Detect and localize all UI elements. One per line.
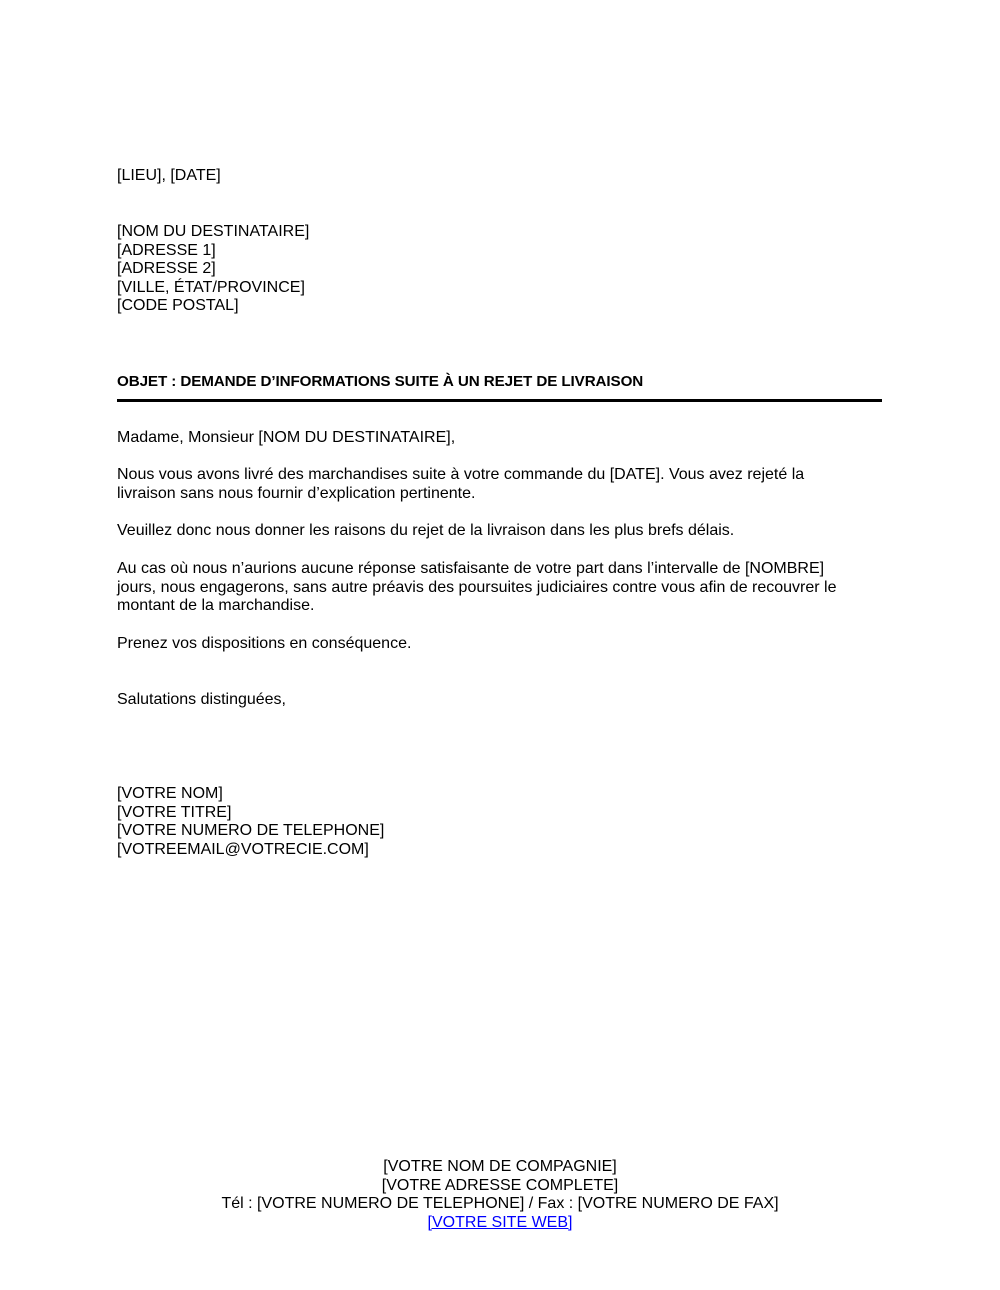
place-date: [LIEU], [DATE] — [117, 167, 221, 184]
paragraph-text: Au cas où nous n’aurions aucune réponse satisfaisante de votre part dans l’intervalle de [NOMBRE] jours, nous engagerons, sans autre préavis des poursuites judiciaires contre vous afin de recouvrer le montant de la marchandise. — [117, 560, 837, 615]
body-paragraph-4 — [117, 635, 887, 654]
closing-block — [117, 691, 887, 710]
footer-address: [VOTRE ADRESSE COMPLETE] — [381, 1176, 619, 1194]
recipient-postal-code: [CODE POSTAL] — [117, 297, 239, 315]
closing: Salutations distinguées, — [117, 691, 286, 708]
footer-company-name: [VOTRE NOM DE COMPAGNIE] — [383, 1158, 617, 1175]
subject-heading — [117, 373, 887, 392]
subject-divider — [117, 399, 882, 402]
signature-email: [VOTREEMAIL@VOTRECIE.COM] — [117, 840, 369, 858]
footer-website-link[interactable]: [VOTRE SITE WEB] — [427, 1213, 573, 1231]
recipient-address-2: [ADRESSE 2] — [117, 260, 216, 278]
recipient-name: [NOM DU DESTINATAIRE] — [117, 223, 310, 240]
signature-phone: [VOTRE NUMERO DE TELEPHONE] — [117, 822, 385, 840]
body-paragraph-2 — [117, 522, 887, 541]
body-paragraph-3 — [117, 560, 862, 616]
salutation: Madame, Monsieur [NOM DU DESTINATAIRE], — [117, 429, 456, 446]
paragraph-text: Nous vous avons livré des marchandises suite à votre commande du [DATE]. Vous avez rejeté la livraison sans nous fournir d’explication pertinente. — [117, 466, 805, 502]
paragraph-text: Prenez vos dispositions en conséquence. — [117, 635, 412, 652]
company-footer — [0, 1158, 1000, 1232]
recipient-address-block — [117, 223, 887, 316]
recipient-city-state: [VILLE, ÉTAT/PROVINCE] — [117, 278, 305, 296]
signature-title: [VOTRE TITRE] — [117, 803, 232, 821]
place-date-block — [117, 167, 887, 186]
recipient-address-1: [ADRESSE 1] — [117, 241, 216, 259]
paragraph-text: Veuillez donc nous donner les raisons du rejet de la livraison dans les plus brefs délais. — [117, 522, 735, 539]
signature-block — [117, 785, 887, 859]
footer-contact: Tél : [VOTRE NUMERO DE TELEPHONE] / Fax : [VOTRE NUMERO DE FAX] — [221, 1195, 779, 1213]
salutation-block — [117, 429, 887, 448]
body-paragraph-1 — [117, 466, 837, 503]
subject-text: OBJET : DEMANDE D’INFORMATIONS SUITE À UN REJET DE LIVRAISON — [117, 373, 644, 390]
signature-name: [VOTRE NOM] — [117, 785, 223, 802]
